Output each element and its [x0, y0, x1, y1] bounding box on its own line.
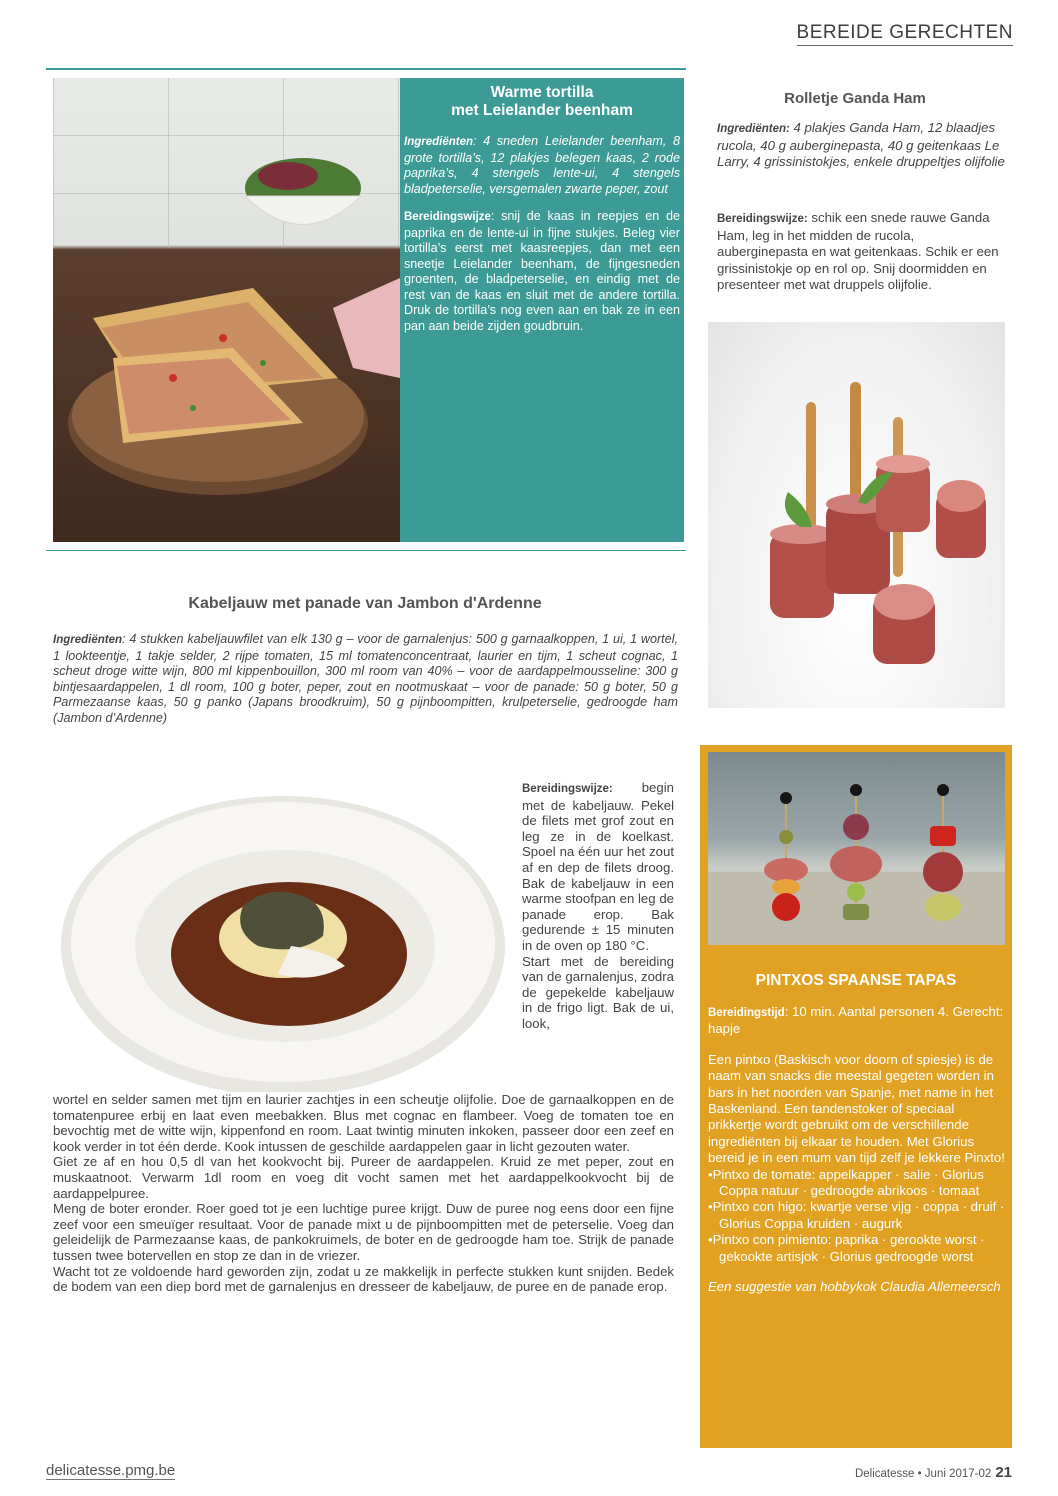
pintxos-time-text: : 10 min. Aantal personen 4. Gerecht: hapje	[708, 1004, 1004, 1037]
kabeljauw-ingredients-label: Ingrediënten	[53, 634, 123, 646]
tortilla-title-line2: met Leielander beenham	[451, 102, 633, 119]
tortilla-preparation	[404, 209, 680, 334]
kabeljauw-preparation-text1: begin met de kabeljauw. Pekel de filets met grof zout en leg ze in de koelkast. Spoel na één uur het zout af en dep de filets droog. Bak de kabeljauw in een warme stoofpan en leg de panade erop. Bak gedurende ± 15 minuten in de oven op 180 °C.	[522, 780, 674, 953]
pintxos-credit: Een suggestie van hobbykok Claudia Allemeersch	[708, 1279, 1001, 1295]
list-item: •Pintxo con higo: kwartje verse vijg · coppa · druif · Glorius Coppa kruiden · augurk	[708, 1199, 1005, 1231]
tortilla-preparation-label: Bereidingswijze	[404, 211, 491, 223]
rolletje-ingredients	[717, 120, 1007, 171]
tortilla-preparation-text: : snij de kaas in reepjes en de paprika en de lente-ui in fijne stukjes. Beleg vier tortilla’s eerst met kaasreepjes, dan met een sneetje Leielander beenham, de fijngesneden groenten, de bladpeterselie, en eindig met de rest van de kaas en sluit met de andere tortilla. Druk de tortilla’s nog even aan en bak ze in een pan aan beide zijden goudbruin.	[404, 209, 680, 333]
kabeljauw-photo	[53, 786, 508, 1092]
pintxos-time	[708, 1004, 1006, 1038]
rolletje-preparation	[717, 210, 1007, 294]
page-number: 21	[995, 1464, 1012, 1481]
pintxos-photo	[708, 752, 1005, 945]
pintxos-list	[708, 1167, 1006, 1265]
pintxos-title: PINTXOS SPAANSE TAPAS	[755, 972, 957, 989]
tortilla-ingredients-text: : 4 sneden Leielander beenham, 8 grote tortilla’s, 12 plakjes belegen kaas, 2 rode paprika’s, 4 stengels lente-ui, 4 stengels bladpeterselie, versgemalen zwarte peper, zout	[404, 134, 680, 196]
kabeljauw-preparation-intro	[522, 780, 674, 1032]
kabeljauw-ingredients-text: : 4 stukken kabeljauwfilet van elk 130 g – voor de garnalenjus: 500 g garnaalkoppen, 1 ui, 1 wortel, 1 lookteentje, 1 takje selder, 2 rijpe tomaten, 15 ml tomatenconcentraat, laurier en tijm, 1 scheut cognac, 1 scheut droge witte wijn, 800 ml kippenbouillon, 300 ml room van 40% – voor de aardappelmousseline: 300 g bintjesaardappelen, 1 dl room, 100 g boter, peper, zout en nootmuskaat – voor de panade: 50 g boter, 50 g Parmezaanse kaas, 50 g panko (Japans broodkruim), 50 g pijnboompitten, krulpeterselie, gedroogde ham (Jambon d’Ardenne)	[53, 632, 678, 725]
kabeljauw-preparation-p1	[522, 780, 674, 954]
kabeljauw-preparation-label: Bereidingswijze:	[522, 783, 613, 795]
kabeljauw-paragraph: Giet ze af en hou 0,5 dl van het kookvocht bij. Pureer de aardappelen. Kruid ze met peper, zout en muskaatnoot. Verwarm 1dl room en voeg dit vocht samen met het aardappelkookvocht bij de aardappelpuree.	[53, 1154, 674, 1201]
list-item: •Pintxo con pimiento: paprika · gerookte worst · gekookte artisjok · Glorius gedroogde worst	[708, 1232, 985, 1264]
kabeljauw-title: Kabeljauw met panade van Jambon d'Ardenne	[188, 595, 542, 612]
kabeljauw-paragraph: Meng de boter eronder. Roer goed tot je een luchtige puree krijgt. Duw de puree nog eens door een fijne zeef voor een smeuïger resultaat. Voor de panade mixt u de pijnboompitten met de peterselie. Voeg dan geleidelijk de Parmezaanse kaas, de pankokruimels, de boter en de gedroogde ham toe. Strijk de panade tussen twee botervellen en stop ze dan in de vriezer.	[53, 1201, 674, 1263]
footer-url-link[interactable]: delicatesse.pmg.be	[46, 1462, 176, 1479]
footer-issue-text: Delicatesse • Juni 2017-02	[854, 1468, 992, 1480]
tortilla-title	[404, 84, 680, 120]
rolletje-ingredients-text: 4 plakjes Ganda Ham, 12 blaadjes rucola, 40 g auberginepasta, 40 g geitenkaas Le Larry, 4 grissinistokjes, enkele druppeltjes olijfolie	[717, 120, 1005, 169]
pintxos-time-label: Bereidingstijd	[708, 1007, 785, 1019]
rolletje-title: Rolletje Ganda Ham	[784, 90, 926, 107]
rolletje-preparation-text: schik een snede rauwe Ganda Ham, leg in het midden de rucola, auberginepasta en wat geitenkaas. Schik er een grissinistokje op en rol op. Snij doormidden en presenteer met wat druppels olijfolie.	[717, 210, 999, 292]
kabeljauw-preparation-body	[53, 1092, 674, 1295]
rolletje-preparation-label: Bereidingswijze:	[717, 213, 808, 225]
kabeljauw-preparation-p2: Start met de bereiding van de garnalenjus, zodra de gepekelde kabeljauw in de frigo ligt. Bak de ui, look,	[522, 953, 674, 1031]
kabeljauw-paragraph: Wacht tot ze voldoende hard geworden zijn, zodat u ze makkelijk in perfecte stukken kunt snijden. Bedek de bodem van een diep bord met de garnalenjus en dresseer de kabeljauw, de puree en de panade erop.	[53, 1263, 674, 1295]
tortilla-title-line1: Warme tortilla	[490, 84, 594, 101]
tortilla-photo	[53, 78, 400, 542]
footer-issue	[855, 1464, 1012, 1481]
kabeljauw-ingredients	[53, 632, 678, 726]
pintxos-text	[708, 1004, 1006, 1310]
tortilla-ingredients-label: Ingrediënten	[404, 136, 474, 148]
rolletje-photo	[708, 322, 1005, 708]
pintxos-intro: Een pintxo (Baskisch voor doorn of spiesje) is de naam van snacks die meestal gegeten worden in bars in het noorden van Spanje, met name in het Baskenland. Een tandenstoker of speciaal prikkertje wordt gebruikt om de verschillende ingrediënten bij elkaar te houden. Met Glorius bereid je in een mum van tijd zelf je lekkere Pinxto!	[708, 1051, 1005, 1166]
rolletje-ingredients-label: Ingrediënten:	[717, 123, 790, 135]
section-header: BEREIDE GERECHTEN	[797, 22, 1013, 46]
tortilla-ingredients	[404, 134, 680, 197]
list-item: •Pintxo de tomate: appelkapper · salie · Glorius Coppa natuur · gedroogde abrikoos · tomaat	[708, 1166, 984, 1199]
kabeljauw-paragraph: wortel en selder samen met tijm en laurier zachtjes in een scheutje olijfolie. Doe de garnaalkoppen en de tomatenpuree erbij en laat even meebakken. Blus met cognac en flambeer. Voeg de tomaten toe en bevochtig met de witte wijn, kippenfond en room. Laat twintig minuten inkoken, passeer door een zeef en kook verder in tot één derde. Kook intussen de geschilde aardappelen gaar in licht gezouten water.	[53, 1092, 674, 1154]
tortilla-recipe	[400, 78, 684, 542]
